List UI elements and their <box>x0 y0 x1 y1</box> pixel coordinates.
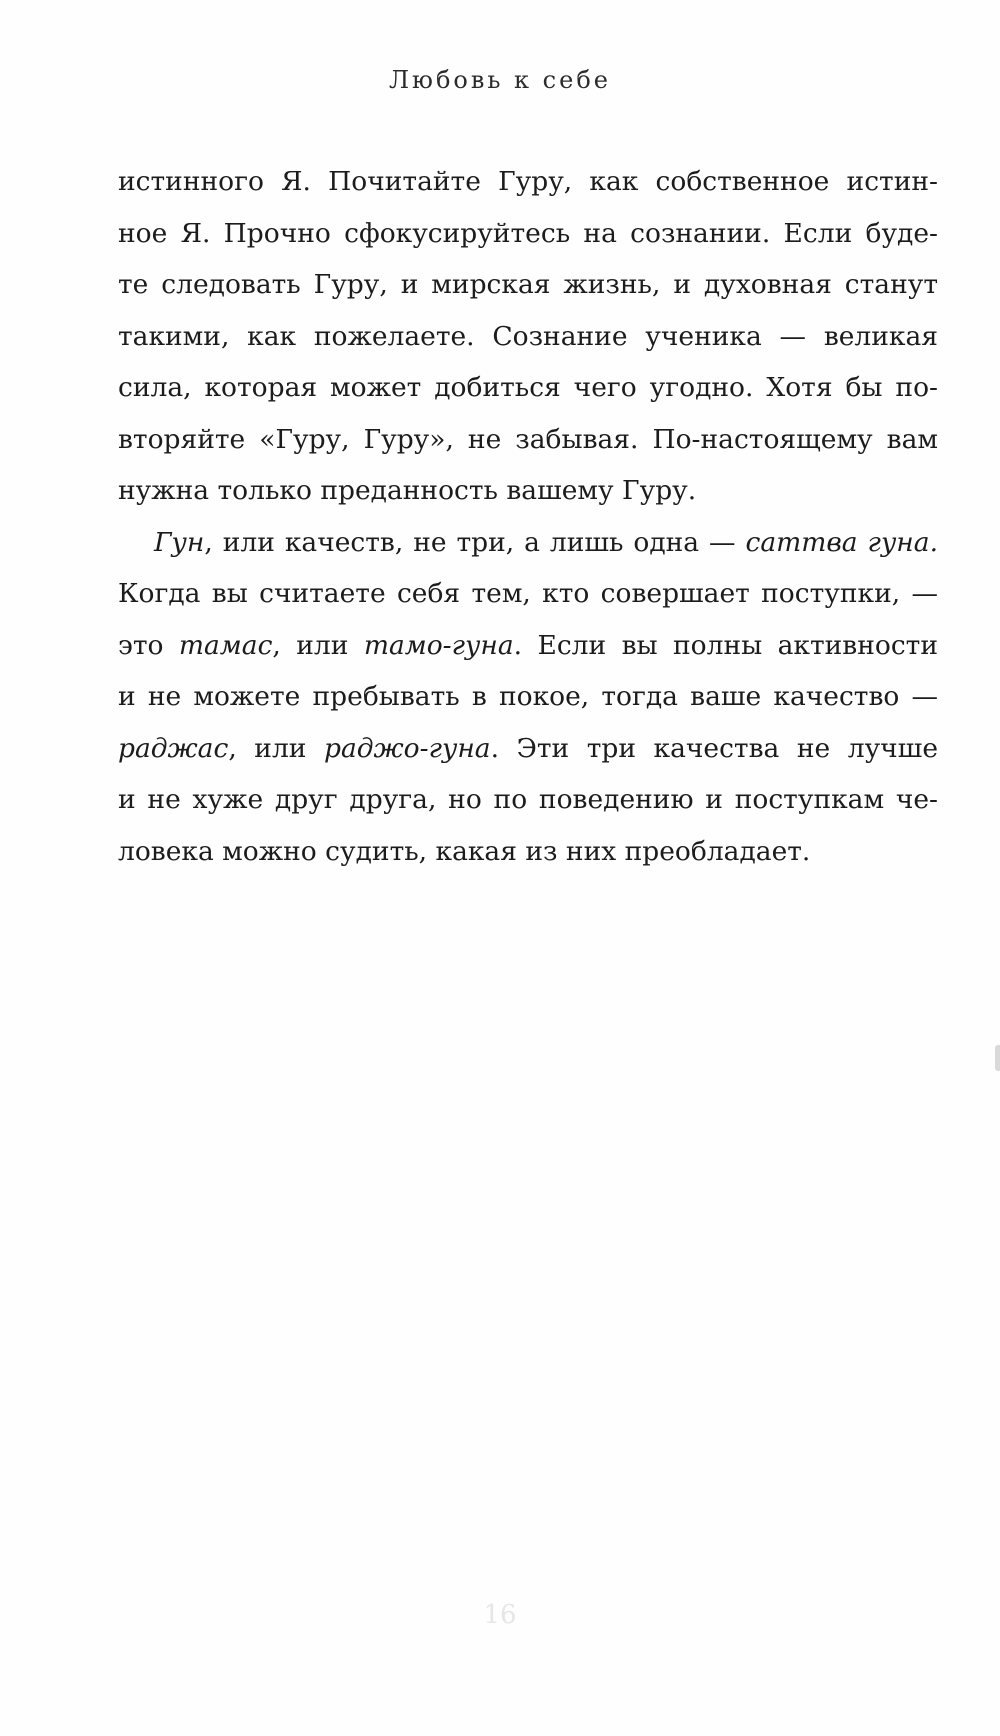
paragraph-2 <box>118 517 938 878</box>
text-line: истинного Я. Почитайте Гуру, как собственное истин- <box>118 166 938 197</box>
italic-term: тамас <box>178 629 273 661</box>
text-line <box>118 620 938 672</box>
text-run: это <box>118 629 179 661</box>
page-edge-mark <box>995 1045 1000 1071</box>
paragraph-1 <box>118 156 938 517</box>
text-line: и не можете пребывать в покое, тогда ваше качество — <box>118 681 938 712</box>
italic-term: Гун <box>154 526 205 558</box>
text-line: и не хуже друг друга, но по поведению и поступкам че- <box>118 784 938 815</box>
body-text <box>118 156 938 877</box>
italic-term: раджо-гуна <box>324 732 491 764</box>
text-line <box>118 723 938 775</box>
text-line: нужна только преданность вашему Гуру. <box>118 475 697 506</box>
text-run: . Эти три качества не лучше <box>490 732 939 764</box>
italic-term: раджас <box>118 732 229 764</box>
text-run: . Если вы полны активности <box>513 629 938 661</box>
text-run: , или <box>272 629 364 661</box>
italic-term: тамо-гуна <box>363 629 514 661</box>
text-run: , или качеств, не три, а лишь одна — <box>204 526 746 558</box>
text-line: сила, которая может добиться чего угодно. Хотя бы по- <box>118 372 938 403</box>
text-run: , или <box>228 732 324 764</box>
text-line: ное Я. Прочно сфокусируйтесь на сознании. Если буде- <box>118 217 938 249</box>
text-line: ловека можно судить, какая из них преобладает. <box>118 835 811 867</box>
running-head: Любовь к себе <box>389 66 611 94</box>
text-line: те следовать Гуру, и мирская жизнь, и духовная станут <box>118 269 938 300</box>
text-line: такими, как пожелаете. Сознание ученика — великая <box>118 320 938 352</box>
text-line <box>118 517 938 569</box>
italic-term: саттва гуна. <box>745 526 938 558</box>
text-line: вторяйте «Гуру, Гуру», не забывая. По-настоящему вам <box>118 423 938 455</box>
text-line: Когда вы считаете себя тем, кто совершает поступки, — <box>118 578 938 609</box>
page-number: 16 <box>483 1600 517 1630</box>
